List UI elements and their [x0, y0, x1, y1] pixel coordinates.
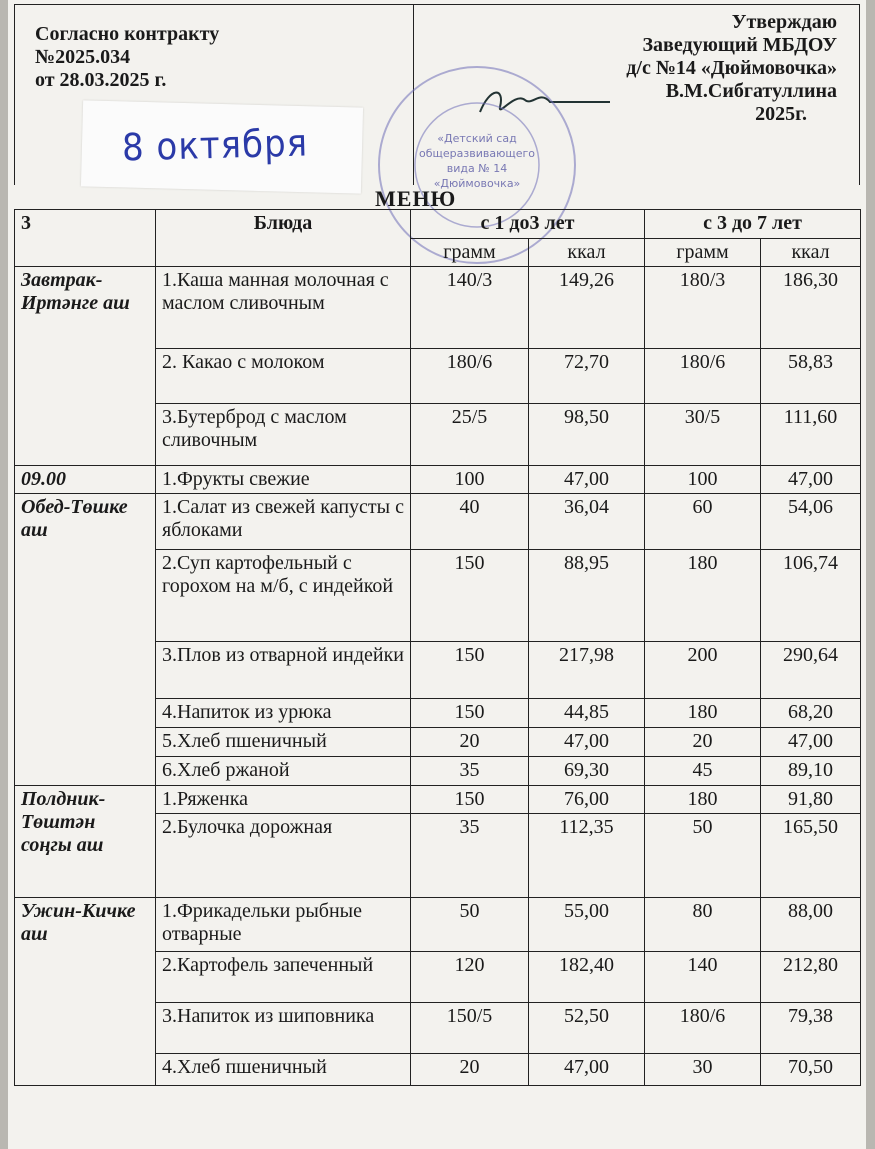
portion-grams: 180 [645, 699, 761, 728]
portion-grams: 180/6 [645, 1003, 761, 1054]
stamp-line: вида № 14 [446, 162, 508, 175]
portion-grams: 45 [645, 757, 761, 786]
calories: 58,83 [761, 349, 861, 404]
calories: 47,00 [761, 728, 861, 757]
kindergarten-name: д/с №14 «Дюймовочка» [626, 57, 837, 79]
portion-grams: 150 [411, 786, 529, 814]
age-group-header: с 1 до3 лет [411, 210, 645, 239]
stamp-line: общеразвивающего [419, 147, 535, 160]
portion-grams: 150 [411, 550, 529, 642]
column-dishes-header: Блюда [156, 210, 411, 267]
dish-name: 4.Напиток из урюка [156, 699, 411, 728]
menu-table [14, 209, 861, 1086]
table-row [15, 494, 861, 550]
portion-grams: 200 [645, 642, 761, 699]
calories: 149,26 [529, 267, 645, 349]
calories: 79,38 [761, 1003, 861, 1054]
portion-grams: 30/5 [645, 404, 761, 466]
contract-date: от 28.03.2025 г. [35, 69, 167, 91]
dish-name: 2.Суп картофельный с горохом на м/б, с индейкой [156, 550, 411, 642]
table-row [15, 786, 861, 814]
calories: 44,85 [529, 699, 645, 728]
dish-name: 2.Булочка дорожная [156, 814, 411, 898]
contract-line: Согласно контракту [35, 23, 220, 45]
dish-name: 1.Салат из свежей капусты с яблоками [156, 494, 411, 550]
table-header-row [15, 210, 861, 239]
contract-number: №2025.034 [35, 46, 131, 68]
menu-title: МЕНЮ [375, 186, 457, 211]
portion-grams: 50 [645, 814, 761, 898]
dish-name: 3.Бутерброд с маслом сливочным [156, 404, 411, 466]
portion-grams: 140/3 [411, 267, 529, 349]
portion-grams: 20 [411, 1054, 529, 1086]
calories: 111,60 [761, 404, 861, 466]
approve-word: Утверждаю [731, 11, 837, 33]
column-number-header: 3 [15, 210, 156, 267]
calories: 55,00 [529, 898, 645, 952]
calories: 212,80 [761, 952, 861, 1003]
portion-grams: 150/5 [411, 1003, 529, 1054]
calories: 52,50 [529, 1003, 645, 1054]
calories: 165,50 [761, 814, 861, 898]
stamp-line: «Дюймовочка» [433, 177, 521, 190]
portion-grams: 100 [645, 466, 761, 494]
calories: 112,35 [529, 814, 645, 898]
portion-grams: 150 [411, 642, 529, 699]
dish-name: 1.Ряженка [156, 786, 411, 814]
portion-grams: 35 [411, 757, 529, 786]
calories: 89,10 [761, 757, 861, 786]
menu-body [15, 267, 861, 1086]
approver-title: Заведующий МБДОУ [642, 34, 837, 56]
gram-header: грамм [645, 238, 761, 267]
dish-name: 1.Фрукты свежие [156, 466, 411, 494]
dish-name: 2. Какао с молоком [156, 349, 411, 404]
calories: 88,00 [761, 898, 861, 952]
kcal-header: ккал [529, 238, 645, 267]
dish-name: 5.Хлеб пшеничный [156, 728, 411, 757]
calories: 91,80 [761, 786, 861, 814]
calories: 47,00 [529, 1054, 645, 1086]
dish-name: 6.Хлеб ржаной [156, 757, 411, 786]
meal-name: Обед-Төшке аш [15, 494, 156, 786]
approval-block [626, 11, 837, 126]
calories: 186,30 [761, 267, 861, 349]
portion-grams: 25/5 [411, 404, 529, 466]
portion-grams: 180/6 [411, 349, 529, 404]
calories: 290,64 [761, 642, 861, 699]
portion-grams: 35 [411, 814, 529, 898]
handwritten-date-note [81, 100, 363, 193]
calories: 76,00 [529, 786, 645, 814]
calories: 106,74 [761, 550, 861, 642]
calories: 70,50 [761, 1054, 861, 1086]
dish-name: 1.Каша манная молочная с маслом сливочным [156, 267, 411, 349]
calories: 182,40 [529, 952, 645, 1003]
table-row [15, 267, 861, 349]
meal-name: Ужин-Кичке аш [15, 898, 156, 1086]
portion-grams: 20 [411, 728, 529, 757]
handwritten-date: 8 октября [121, 121, 309, 171]
calories: 72,70 [529, 349, 645, 404]
portion-grams: 120 [411, 952, 529, 1003]
calories: 98,50 [529, 404, 645, 466]
meal-name: 09.00 [15, 466, 156, 494]
portion-grams: 100 [411, 466, 529, 494]
portion-grams: 50 [411, 898, 529, 952]
portion-grams: 150 [411, 699, 529, 728]
meal-name: Полдник-Төштән соңгы аш [15, 786, 156, 898]
contract-block [35, 23, 219, 92]
portion-grams: 20 [645, 728, 761, 757]
age-group-header: с 3 до 7 лет [645, 210, 861, 239]
calories: 47,00 [529, 728, 645, 757]
table-row [15, 898, 861, 952]
portion-grams: 180 [645, 550, 761, 642]
portion-grams: 80 [645, 898, 761, 952]
calories: 36,04 [529, 494, 645, 550]
approver-name: В.М.Сибгатуллина [665, 80, 837, 102]
table-row [15, 466, 861, 494]
gram-header: грамм [411, 238, 529, 267]
meal-name: Завтрак-Иртәнге аш [15, 267, 156, 466]
kcal-header: ккал [761, 238, 861, 267]
portion-grams: 180/3 [645, 267, 761, 349]
portion-grams: 180 [645, 786, 761, 814]
dish-name: 1.Фрикадельки рыбные отварные [156, 898, 411, 952]
calories: 54,06 [761, 494, 861, 550]
portion-grams: 60 [645, 494, 761, 550]
approval-year: 2025г. [755, 103, 807, 125]
portion-grams: 30 [645, 1054, 761, 1086]
dish-name: 3.Напиток из шиповника [156, 1003, 411, 1054]
dish-name: 2.Картофель запеченный [156, 952, 411, 1003]
portion-grams: 180/6 [645, 349, 761, 404]
portion-grams: 140 [645, 952, 761, 1003]
dish-name: 3.Плов из отварной индейки [156, 642, 411, 699]
calories: 68,20 [761, 699, 861, 728]
calories: 69,30 [529, 757, 645, 786]
calories: 217,98 [529, 642, 645, 699]
portion-grams: 40 [411, 494, 529, 550]
dish-name: 4.Хлеб пшеничный [156, 1054, 411, 1086]
calories: 47,00 [761, 466, 861, 494]
stamp-line: «Детский сад [437, 132, 517, 145]
calories: 88,95 [529, 550, 645, 642]
calories: 47,00 [529, 466, 645, 494]
